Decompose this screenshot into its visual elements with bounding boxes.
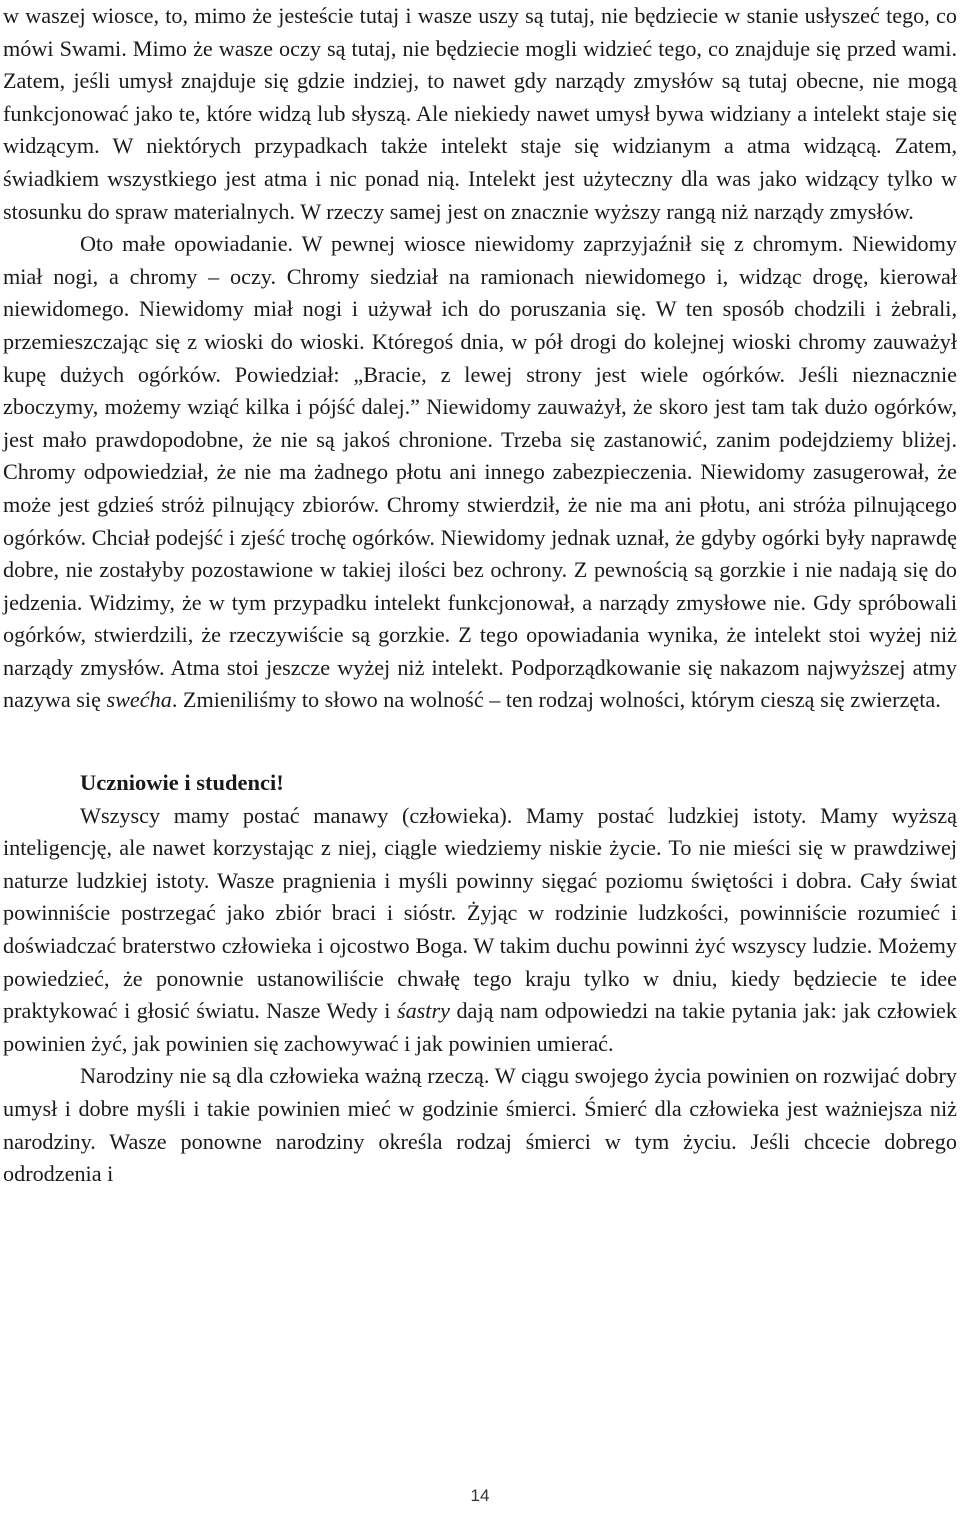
paragraph-text: w waszej wiosce, to, mimo że jesteście tutaj i wasze uszy są tutaj, nie będziecie w stanie usłyszeć tego, co mówi Swami. Mimo że wasze oczy są tutaj, nie będziecie mogli widzieć tego, co znajduje się przed wami. Zatem, jeśli umysł znajduje się gdzie indziej, to nawet gdy narządy zmysłów są tutaj obecne, nie mogą funkcjonować jako te, które widzą lub słyszą. Ale niekiedy nawet umysł bywa widziany a intelekt staje się widzącym. W niektórych przypadkach także intelekt staje się widzianym a atma widzącą. Zatem, świadkiem wszystkiego jest atma i nic ponad nią. Intelekt jest użyteczny dla was jako widzący tylko w stosunku do spraw materialnych. W rzeczy samej jest on znacznie wyższy rangą niż narządy zmysłów. bbox=[3, 3, 957, 224]
document-page bbox=[3, 0, 957, 1191]
paragraph-text: Narodziny nie są dla człowieka ważną rzeczą. W ciągu swojego życia powinien on rozwijać dobry umysł i dobre myśli i takie powinien mieć w godzinie śmierci. Śmierć dla człowieka jest ważniejsza niż narodziny. Wasze ponowne narodziny określa rodzaj śmierci w tym życiu. Jeśli chcecie dobrego odrodzenia i bbox=[3, 1063, 957, 1187]
paragraph-text: . Zmieniliśmy to słowo na wolność – ten rodzaj wolności, którym cieszą się zwierzęta. bbox=[171, 687, 941, 713]
paragraph-text: Oto małe opowiadanie. W pewnej wiosce niewidomy zaprzyjaźnił się z chromym. Niewidomy miał nogi, a chromy – oczy. Chromy siedział na ramionach niewidomego i, widząc drogę, kierował niewidomego. Niewidomy miał nogi i używał ich do poruszania się. W ten sposób chodzili i żebrali, przemieszczając się z wioski do wioski. Któregoś dnia, w pół drogi do kolejnej wioski chromy zauważył kupę dużych ogórków. Powiedział: „Bracie, z lewej strony jest wiele ogórków. Jeśli nieznacznie zboczymy, możemy wziąć kilka i pójść dalej.” Niewidomy zauważył, że skoro jest tam tak dużo ogórków, jest mało prawdopodobne, że nie są jakoś chronione. Trzeba się zastanowić, zanim podejdziemy bliżej. Chromy odpowiedział, że nie ma żadnego płotu ani innego zabezpieczenia. Niewidomy zasugerował, że może jest gdzieś stróż pilnujący zbiorów. Chromy stwierdził, że nie ma ani płotu, ani stróża pilnującego ogórków. Chciał podejść i zjeść trochę ogórków. Niewidomy jednak uznał, że gdyby ogórki były naprawdę dobre, nie zostałyby pozostawione w takiej ilości bez ochrony. Z pewnością są gorzkie i nie nadają się do jedzenia. Widzimy, że w tym przypadku intelekt funkcjonował, a narządy zmysłowe nie. Gdy spróbowali ogórków, stwierdzili, że rzeczywiście są gorzkie. Z tego opowiadania wynika, że intelekt stoi wyżej niż narządy zmysłów. Atma stoi jeszcze wyżej niż intelekt. Podporządkowanie się nakazom najwyższej atmy nazywa się bbox=[3, 231, 957, 713]
paragraph-birth-death bbox=[3, 1060, 957, 1190]
section-heading: Uczniowie i studenci! bbox=[80, 770, 284, 796]
italic-term: swećha bbox=[106, 687, 172, 713]
page-number: 14 bbox=[470, 1486, 490, 1505]
paragraph-text: Wszyscy mamy postać manawy (człowieka). Mamy postać ludzkiej istoty. Mamy wyższą inteligencję, ale nawet korzystając z niej, ciągle wiedziemy niskie życie. To nie mieści się w prawdziwej naturze ludzkiej istoty. Wasze pragnienia i myśli powinny sięgać poziomu świętości i dobra. Cały świat powinniście postrzegać jako zbiór braci i sióstr. Żyjąc w rodzinie ludzkości, powinniście rozumieć i doświadczać braterstwo człowieka i ojcostwo Boga. W takim duchu powinni żyć wszyscy ludzie. Możemy powiedzieć, że ponownie ustanowiliście chwałę tego kraju tylko w dniu, kiedy będziecie te idee praktykować i głosić światu. Nasze Wedy i bbox=[3, 802, 957, 1024]
paragraph-continuation bbox=[3, 0, 957, 228]
italic-term: śastry bbox=[396, 998, 450, 1024]
paragraph-story bbox=[3, 228, 957, 717]
paragraph-text: dają nam odpowiedzi na takie pytania jak: jak człowiek powinien żyć, jak powinien się zachowywać i jak powinien umierać. bbox=[3, 998, 958, 1056]
paragraph-students bbox=[3, 800, 957, 1061]
